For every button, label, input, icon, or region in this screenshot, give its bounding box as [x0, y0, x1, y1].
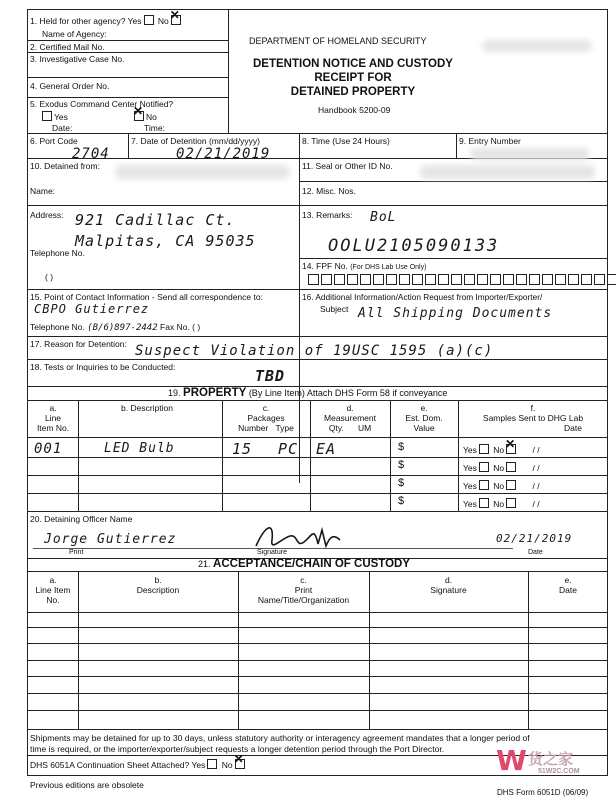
contact-value[interactable]: CBPO Gutierrez	[34, 302, 150, 316]
custody-col-e-date: Date	[559, 585, 577, 595]
row-yes-label: Yes	[463, 481, 477, 491]
detention-note-line1: Shipments may be detained for up to 30 days, unless statutory authority or interagency agreement mandates that a longer period of	[30, 733, 530, 743]
row-yes-checkbox[interactable]	[479, 498, 489, 508]
custody-col-a-line2: No.	[46, 595, 60, 605]
port-code-value[interactable]: 2704	[72, 146, 110, 162]
col-c-type: Type	[275, 423, 294, 433]
row-no-checkbox[interactable]	[506, 498, 516, 508]
col-e-est-dom: Est. Dom.	[405, 413, 443, 423]
tests-value[interactable]: TBD	[255, 367, 286, 385]
col-e-value: Value	[413, 423, 435, 433]
reason-value[interactable]: Suspect Violation of 19USC 1595 (a)(c)	[135, 343, 494, 359]
custody-col-e	[528, 575, 608, 595]
form-title-line3: DETAINED PROPERTY	[290, 86, 416, 98]
custody-col-e-letter: e.	[564, 575, 572, 585]
col-d-um: UM	[357, 423, 372, 433]
custody-col-d	[369, 575, 528, 595]
watermark-cn-text: 货之家	[528, 750, 574, 768]
detention-note-line2: time is required, or the importer/exporter/subject requests a longer detention period through the Port Director.	[30, 744, 445, 754]
officer-print-value[interactable]: Jorge Gutierrez	[44, 532, 177, 547]
custody-col-b-description: Description	[136, 585, 180, 595]
custody-col-c-name: Name/Title/Organization	[257, 595, 350, 605]
custody-col-a	[28, 575, 78, 605]
field-1-no-label: No	[157, 16, 169, 26]
field-9-label: 9. Entry Number	[459, 136, 521, 146]
field-15-telephone-label: Telephone No.	[30, 322, 85, 332]
name-of-agency-label: Name of Agency:	[42, 29, 107, 39]
col-c-header	[222, 403, 310, 433]
col-e-letter: e.	[420, 403, 428, 413]
field-5-yes-checkbox[interactable]	[42, 111, 52, 121]
detention-date-value[interactable]: 02/21/2019	[176, 146, 271, 162]
custody-col-c-print: Print	[294, 585, 313, 595]
row-sample-toggle	[463, 462, 540, 473]
address-line2-value[interactable]: Malpitas, CA 95035	[75, 232, 256, 250]
field-13-label: 13. Remarks:	[302, 210, 353, 220]
row-dollar-sign: $	[398, 495, 405, 507]
row-package-number[interactable]: 15	[232, 440, 253, 458]
redacted-seal-id	[420, 165, 595, 179]
contact-phone-value[interactable]: (B/6)897-2442	[87, 323, 158, 333]
officer-date-value[interactable]: 02/21/2019	[496, 532, 573, 545]
field-5-no	[132, 111, 157, 122]
watermark-logo: W	[496, 744, 527, 777]
redacted-detained-from	[115, 165, 290, 179]
row-yes-checkbox[interactable]	[479, 480, 489, 490]
custody-col-a-letter: a.	[49, 575, 57, 585]
col-f-header	[458, 403, 608, 433]
field-16-subject-label: Subject	[320, 304, 349, 314]
field-14-note: (For DHS Lab Use Only)	[350, 264, 427, 271]
col-f-letter: f.	[530, 403, 536, 413]
watermark-url: 51W2C.COM	[538, 768, 580, 775]
row-date: / /	[532, 499, 540, 509]
col-b-header: b. Description	[121, 403, 173, 413]
field-6-label: 6. Port Code	[30, 136, 78, 146]
redacted-block	[482, 40, 592, 52]
field-14-row	[302, 261, 426, 273]
row-sample-toggle	[463, 498, 540, 509]
row-no-checkbox[interactable]	[506, 444, 516, 454]
field-8-label: 8. Time (Use 24 Hours)	[302, 136, 390, 146]
signature-caption: Signature	[257, 549, 287, 556]
custody-heading-num: 21.	[198, 559, 211, 569]
telephone-label: Telephone No.	[30, 248, 85, 258]
continuation-row	[30, 759, 247, 770]
col-d-letter: d.	[346, 403, 354, 413]
field-1-row	[30, 15, 183, 26]
field-15-phone-row	[30, 322, 200, 333]
col-a-line1: Line	[44, 413, 62, 423]
obsolete-note: Previous editions are obsolete	[30, 780, 144, 790]
col-c-number: Number	[238, 423, 269, 433]
row-date: / /	[532, 445, 540, 455]
col-d-header	[310, 403, 390, 433]
field-5-label: 5. Exodus Command Center Notified?	[30, 99, 174, 109]
row-dollar-sign: $	[398, 459, 405, 471]
agency-name: DEPARTMENT OF HOMELAND SECURITY	[249, 36, 427, 46]
custody-col-b	[78, 575, 238, 595]
field-2-label: 2. Certified Mail No.	[30, 42, 105, 52]
field-5-time-label: Time:	[144, 123, 165, 133]
col-c-letter: c.	[262, 403, 270, 413]
col-d-measurement: Measurement	[324, 413, 376, 423]
field-1-yes-checkbox[interactable]	[144, 15, 154, 25]
handbook-ref: Handbook 5200-09	[318, 105, 391, 115]
row-no-label: No	[493, 481, 505, 491]
field-20-label: 20. Detaining Officer Name	[30, 514, 133, 524]
address-line1-value[interactable]: 921 Cadillac Ct.	[75, 211, 236, 229]
col-e-header	[390, 403, 458, 433]
field-15-fax-label: Fax No. ( )	[160, 322, 201, 332]
remarks-container-value[interactable]: OOLU2105090133	[328, 236, 500, 256]
custody-col-d-letter: d.	[444, 575, 453, 585]
additional-info-value[interactable]: All Shipping Documents	[358, 306, 553, 321]
row-sample-toggle	[463, 480, 540, 491]
field-4-label: 4. General Order No.	[30, 81, 110, 91]
row-yes-checkbox[interactable]	[479, 444, 489, 454]
custody-col-c	[238, 575, 369, 605]
form-title-line1: DETENTION NOTICE AND CUSTODY	[253, 58, 453, 70]
property-heading-note: (By Line Item) Attach DHS Form 58 if conveyance	[248, 388, 448, 398]
print-caption: Print	[69, 549, 84, 556]
property-heading-title: PROPERTY	[183, 387, 247, 399]
field-14-label: 14. FPF No.	[302, 261, 348, 271]
row-yes-label: Yes	[463, 445, 477, 455]
continuation-no-label: No	[221, 760, 233, 770]
field-5-no-checkbox[interactable]	[134, 111, 144, 121]
custody-col-c-letter: c.	[300, 575, 307, 585]
field-5-no-label: No	[146, 112, 157, 122]
remarks-bol-value[interactable]: BoL	[370, 210, 397, 225]
row-line-item[interactable]: 001	[34, 441, 63, 457]
col-a-line2: Item No.	[36, 423, 70, 433]
custody-col-d-signature: Signature	[430, 585, 467, 595]
custody-col-a-line1: Line Item	[35, 585, 71, 595]
fpf-boxes[interactable]	[308, 274, 616, 287]
name-label: Name:	[30, 186, 56, 196]
row-sample-toggle	[463, 444, 540, 455]
address-label: Address:	[30, 210, 64, 220]
field-1-no-checkbox[interactable]	[171, 15, 181, 25]
row-date: / /	[532, 463, 540, 473]
custody-col-b-letter: b.	[154, 575, 162, 585]
row-yes-label: Yes	[463, 463, 477, 473]
row-yes-label: Yes	[463, 499, 477, 509]
continuation-yes-checkbox[interactable]	[207, 759, 217, 769]
property-heading	[168, 388, 447, 398]
custody-heading-title: ACCEPTANCE/CHAIN OF CUSTODY	[213, 558, 411, 570]
row-no-label: No	[493, 445, 505, 455]
row-yes-checkbox[interactable]	[479, 462, 489, 472]
row-no-checkbox[interactable]	[506, 462, 516, 472]
redacted-entry-number	[470, 148, 590, 160]
field-1-yes-label: Yes	[127, 16, 142, 26]
field-5-date-label: Date:	[52, 123, 73, 133]
date-caption: Date	[528, 549, 543, 556]
field-7-label: 7. Date of Detention (mm/dd/yyyy)	[131, 136, 260, 146]
telephone-parens: ( )	[45, 272, 54, 282]
field-11-label: 11. Seal or Other ID No.	[302, 161, 393, 171]
form-number: DHS Form 6051D (06/09)	[497, 788, 589, 797]
field-3-label: 3. Investigative Case No.	[30, 54, 125, 64]
col-f-samples: Samples Sent to DHG Lab	[482, 413, 584, 423]
property-heading-num: 19.	[168, 388, 181, 398]
continuation-yes-label: Yes	[191, 760, 206, 770]
continuation-no-checkbox[interactable]	[235, 759, 245, 769]
col-a-letter: a.	[49, 403, 57, 413]
custody-heading	[198, 559, 410, 569]
field-10-label: 10. Detained from:	[30, 161, 100, 171]
field-12-label: 12. Misc. Nos.	[302, 186, 356, 196]
field-5-yes	[40, 111, 68, 122]
field-15-label: 15. Point of Contact Information - Send all correspondence to:	[30, 292, 263, 302]
row-package-type[interactable]: PC	[278, 440, 299, 458]
field-5-yes-label: Yes	[54, 112, 68, 122]
continuation-label: DHS 6051A Continuation Sheet Attached?	[30, 760, 190, 770]
row-dollar-sign: $	[398, 477, 405, 489]
field-1-label: 1. Held for other agency?	[30, 16, 126, 26]
row-dollar-sign: $	[398, 441, 405, 453]
row-no-label: No	[493, 499, 505, 509]
field-18-label: 18. Tests or Inquiries to be Conducted:	[30, 362, 176, 372]
field-16-label: 16. Additional Information/Action Request from Importer/Exporter/	[302, 292, 543, 302]
row-measurement-qty[interactable]: EA	[316, 440, 337, 458]
row-date: / /	[532, 481, 540, 491]
form-title-line2: RECEIPT FOR	[314, 72, 392, 84]
col-c-packages: Packages	[247, 413, 285, 423]
col-f-date: Date	[564, 423, 582, 433]
col-a-header	[28, 403, 78, 433]
col-d-qty: Qty.	[328, 423, 344, 433]
field-17-label: 17. Reason for Detention:	[30, 339, 127, 349]
row-no-label: No	[493, 463, 505, 473]
row-description[interactable]: LED Bulb	[104, 441, 175, 456]
row-no-checkbox[interactable]	[506, 480, 516, 490]
